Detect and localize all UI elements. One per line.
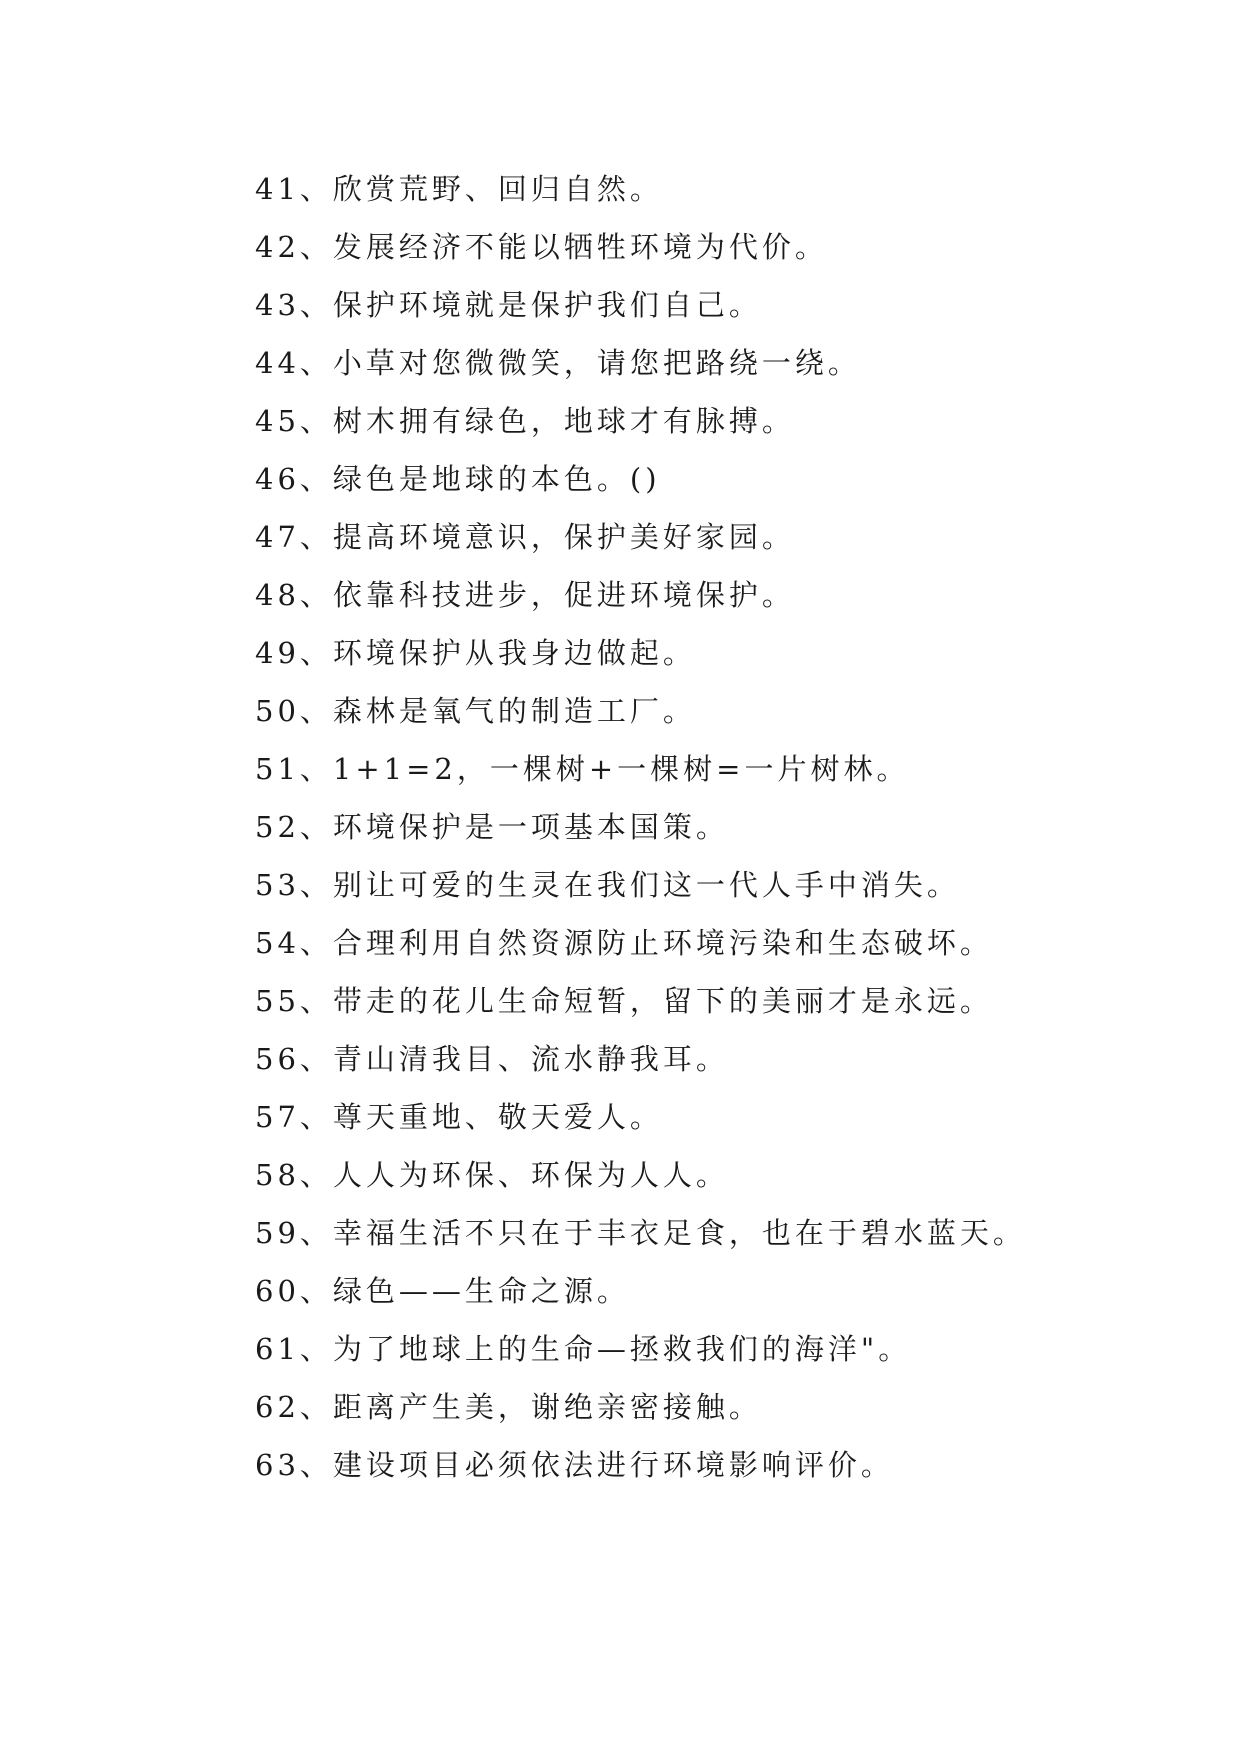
list-item: 50、森林是氧气的制造工厂。 bbox=[255, 694, 696, 728]
list-item: 63、建设项目必须依法进行环境影响评价。 bbox=[255, 1448, 894, 1482]
list-item: 45、树木拥有绿色，地球才有脉搏。 bbox=[255, 404, 795, 438]
list-item: 52、环境保护是一项基本国策。 bbox=[255, 810, 729, 844]
list-item: 48、依靠科技进步，促进环境保护。 bbox=[255, 578, 795, 612]
list-item: 44、小草对您微微笑，请您把路绕一绕。 bbox=[255, 346, 861, 380]
list-item: 62、距离产生美，谢绝亲密接触。 bbox=[255, 1390, 762, 1424]
list-item: 57、尊天重地、敬天爱人。 bbox=[255, 1100, 663, 1134]
list-item: 59、幸福生活不只在于丰衣足食，也在于碧水蓝天。 bbox=[255, 1216, 1026, 1250]
list-item: 53、别让可爱的生灵在我们这一代人手中消失。 bbox=[255, 868, 960, 902]
list-item: 42、发展经济不能以牺牲环境为代价。 bbox=[255, 230, 828, 264]
list-item: 56、青山清我目、流水静我耳。 bbox=[255, 1042, 729, 1076]
list-item: 49、环境保护从我身边做起。 bbox=[255, 636, 696, 670]
list-item: 47、提高环境意识，保护美好家园。 bbox=[255, 520, 795, 554]
list-item: 43、保护环境就是保护我们自己。 bbox=[255, 288, 762, 322]
list-item: 60、绿色——生命之源。 bbox=[255, 1274, 630, 1308]
list-item: 54、合理利用自然资源防止环境污染和生态破坏。 bbox=[255, 926, 993, 960]
list-item: 46、绿色是地球的本色。() bbox=[255, 462, 661, 496]
list-item: 58、人人为环保、环保为人人。 bbox=[255, 1158, 729, 1192]
list-item: 51、1+1=2，一棵树+一棵树=一片树林。 bbox=[255, 752, 910, 786]
slogan-list bbox=[255, 160, 1026, 1494]
list-item: 61、为了地球上的生命—拯救我们的海洋"。 bbox=[255, 1332, 912, 1366]
list-item: 41、欣赏荒野、回归自然。 bbox=[255, 172, 663, 206]
list-item: 55、带走的花儿生命短暂，留下的美丽才是永远。 bbox=[255, 984, 993, 1018]
